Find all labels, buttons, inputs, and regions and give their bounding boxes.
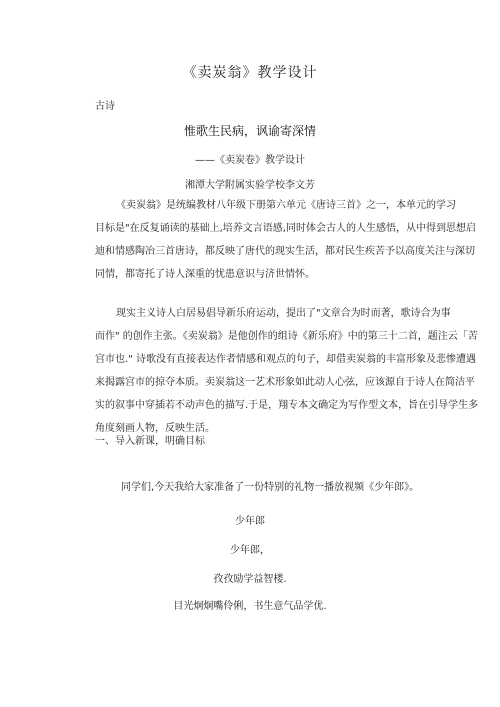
section-heading: 一、导入新课，明确目标 bbox=[95, 436, 205, 447]
section-paragraph-text: 同学们,今天我给大家准备了一份特别的礼物一播放视频《少年郎》。 bbox=[121, 482, 420, 493]
paragraph-line: 《卖炭翁》是统编教材八年级下册第六单元《唐诗三首》之一，本单元的学习 bbox=[116, 200, 456, 211]
poem-line: 目光炯炯嘴伶俐，书生意气品学优. bbox=[173, 601, 327, 612]
paragraph-line: 实的叙事中穿插若不动声色的描写.于是，翔专本文确定为写作型文本，旨在引导学生多 bbox=[95, 400, 479, 411]
poem-line: 孜孜励学益智楼. bbox=[213, 574, 287, 585]
genre-label: 古诗 bbox=[95, 101, 115, 112]
paragraph-line: 现实主义诗人白居易倡导新乐府运动，提出了"文章合为时而著，歌诗合为事 bbox=[116, 308, 451, 319]
document-title: 《卖炭翁》教学设计 bbox=[182, 65, 318, 81]
intro-paragraph bbox=[95, 194, 476, 286]
paragraph-line: 目标是"在反复诵读的基础上,培养文言语感,同时体会古人的人生感悟，从中得到思想启 bbox=[95, 223, 476, 234]
main-heading: 惟歌生民病，讽谕寄深情 bbox=[183, 124, 316, 138]
sub-heading: ——《卖炭卷》教学设计 bbox=[195, 155, 305, 166]
paragraph-line: 迪和情感陶冶三首唐诗，都反映了唐代的现实生活，都对民生疾苦予以高度关注与深切 bbox=[95, 246, 475, 257]
background-paragraph bbox=[95, 302, 479, 440]
author-line: 湘潭大学附属实验学校李文芳 bbox=[185, 180, 315, 191]
paragraph-line: 宫市也." 诗歌没有直接表达作者情感和观点的句子，却借卖炭翁的丰富形象及悲惨遭遇 bbox=[95, 354, 476, 365]
poem-title: 少年郎 bbox=[235, 516, 265, 527]
poem-line: 少年郎， bbox=[230, 545, 270, 556]
paragraph-line: 而作" 的创作主张。《卖炭翁》是他创作的组诗《新乐府》中的第三十二首，题注云「苦 bbox=[95, 331, 478, 342]
paragraph-line: 角度刻画人物，反映生活。 bbox=[95, 423, 215, 434]
paragraph-line: 来揭露宫市的掠夺本质。卖炭翁这一艺术形象如此动人心弦，应该源自于诗人在简洁平 bbox=[95, 377, 475, 388]
paragraph-line: 同情，都寄托了诗人深重的忧患意识与济世情怀。 bbox=[95, 269, 315, 280]
